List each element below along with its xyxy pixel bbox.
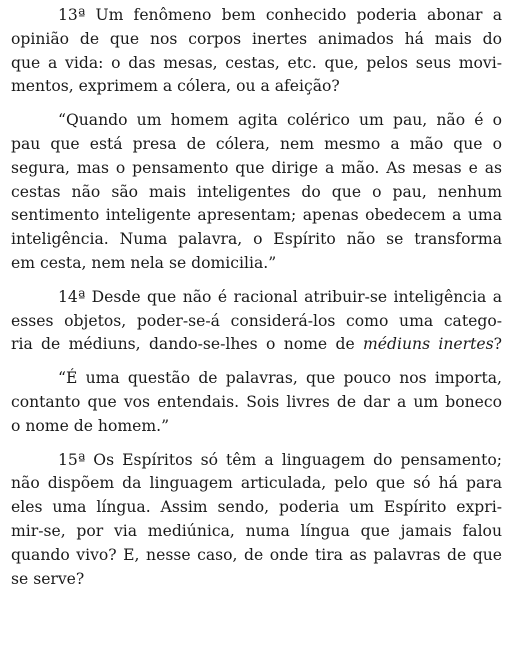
text-line: que a vida: o das mesas, cestas, etc. que, pelos seus movi-	[11, 53, 502, 72]
text-fragment: ?	[493, 335, 502, 354]
text-line: em cesta, nem nela se domicilia.”	[11, 253, 277, 272]
paragraph-question-13	[11, 4, 502, 99]
text-line: esses objetos, poder-se-á considerá-los como uma catego-	[11, 311, 502, 330]
text-line: contanto que vos entendais. Sois livres de dar a um boneco	[11, 392, 502, 411]
text-line: mir-se, por via mediúnica, numa língua que jamais falou	[11, 521, 502, 540]
text-line: segura, mas o pensamento que dirige a mão. As mesas e as	[11, 158, 502, 177]
paragraph-answer-14	[11, 367, 502, 438]
text-line: sentimento inteligente apresentam; apenas obedecem a uma	[11, 206, 502, 225]
text-line: não dispõem da linguagem articulada, pelo que só há para	[11, 474, 502, 493]
text-line: o nome de homem.”	[11, 416, 170, 435]
text-line: cestas não são mais inteligentes do que o pau, nenhum	[11, 182, 502, 201]
text-line: pau que está presa de cólera, nem mesmo a mão que o	[11, 134, 502, 153]
text-line	[11, 333, 502, 357]
paragraph-question-14	[11, 286, 502, 357]
text-line: mentos, exprimem a cólera, ou a afeição?	[11, 77, 340, 96]
text-line: 13ª Um fenômeno bem conhecido poderia abonar a	[58, 6, 502, 24]
text-line: eles uma língua. Assim sendo, poderia um Espírito expri-	[11, 498, 502, 517]
emphasized-term: médiuns inertes	[363, 335, 494, 354]
paragraph-question-15	[11, 449, 502, 592]
text-line: quando vivo? E, nesse caso, de onde tira as palavras de que	[11, 545, 502, 564]
text-line: “Quando um homem agita colérico um pau, não é o	[58, 111, 502, 130]
paragraph-answer-13	[11, 109, 502, 276]
text-line: opinião de que nos corpos inertes animados há mais do	[11, 29, 502, 48]
text-line: “É uma questão de palavras, que pouco nos importa,	[58, 369, 502, 388]
text-line: 15ª Os Espíritos só têm a linguagem do pensamento;	[58, 450, 502, 469]
text-line: se serve?	[11, 569, 85, 588]
text-line: 14ª Desde que não é racional atribuir-se inteligência a	[58, 287, 502, 306]
text-fragment: ria de médiuns, dando-se-lhes o nome de	[11, 335, 363, 354]
text-line: inteligência. Numa palavra, o Espírito não se transforma	[11, 230, 502, 249]
